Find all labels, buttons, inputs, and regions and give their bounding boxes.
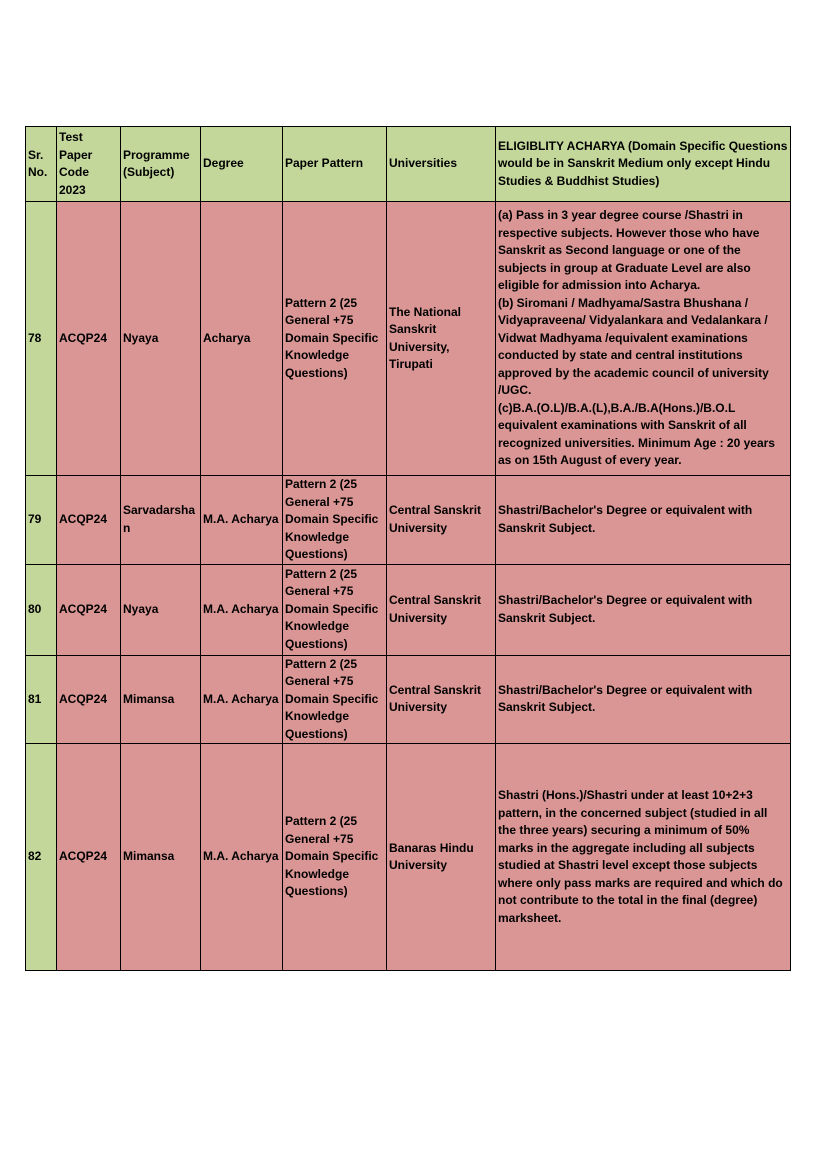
eligibility-table — [25, 126, 791, 971]
header-row — [26, 127, 791, 202]
eligibility-cell: Shastri/Bachelor's Degree or equivalent with Sanskrit Subject. — [496, 476, 791, 565]
header-programme: Programme (Subject) — [121, 127, 201, 202]
programme-cell: Nyaya — [121, 202, 201, 476]
eligibility-cell: (a) Pass in 3 year degree course /Shastri in respective subjects. However those who have Sanskrit as Second language or one of the subjects in group at Graduate Level are also eligible for admission into Acharya. (b) Siromani / Madhyama/Sastra Bhushana / Vidyapraveena/ Vidyalankara and Vedalankara / Vidwat Madhyama /equivalent examinations conducted by state and central institutions approved by the academic council of university /UGC. (c)B.A.(O.L)/B.A.(L),B.A./B.A(Hons.)/B.O.L equivalent examinations with Sanskrit of all recognized universities. Minimum Age : 20 years as on 15th August of every year. — [496, 202, 791, 476]
header-eligibility: ELIGIBLITY ACHARYA (Domain Specific Questions would be in Sanskrit Medium only except Hindu Studies & Buddhist Studies) — [496, 127, 791, 202]
programme-cell: Mimansa — [121, 655, 201, 744]
sr-no-cell: 79 — [26, 476, 57, 565]
table-row — [26, 202, 791, 476]
pattern-cell: Pattern 2 (25 General +75 Domain Specific Knowledge Questions) — [283, 744, 387, 971]
sr-no-cell: 78 — [26, 202, 57, 476]
degree-cell: M.A. Acharya — [201, 655, 283, 744]
code-cell: ACQP24 — [57, 744, 121, 971]
code-cell: ACQP24 — [57, 564, 121, 655]
programme-cell: Nyaya — [121, 564, 201, 655]
code-cell: ACQP24 — [57, 655, 121, 744]
sr-no-cell: 80 — [26, 564, 57, 655]
sr-no-cell: 82 — [26, 744, 57, 971]
university-cell: Central Sanskrit University — [387, 655, 496, 744]
pattern-cell: Pattern 2 (25 General +75 Domain Specific Knowledge Questions) — [283, 655, 387, 744]
degree-cell: M.A. Acharya — [201, 744, 283, 971]
university-cell: Central Sanskrit University — [387, 476, 496, 565]
code-cell: ACQP24 — [57, 202, 121, 476]
eligibility-cell: Shastri/Bachelor's Degree or equivalent with Sanskrit Subject. — [496, 655, 791, 744]
university-cell: Central Sanskrit University — [387, 564, 496, 655]
university-cell: Banaras Hindu University — [387, 744, 496, 971]
pattern-cell: Pattern 2 (25 General +75 Domain Specific Knowledge Questions) — [283, 564, 387, 655]
header-degree: Degree — [201, 127, 283, 202]
sr-no-cell: 81 — [26, 655, 57, 744]
degree-cell: M.A. Acharya — [201, 476, 283, 565]
eligibility-cell: Shastri/Bachelor's Degree or equivalent with Sanskrit Subject. — [496, 564, 791, 655]
header-test-paper-code: Test Paper Code 2023 — [57, 127, 121, 202]
code-cell: ACQP24 — [57, 476, 121, 565]
table-row — [26, 564, 791, 655]
pattern-cell: Pattern 2 (25 General +75 Domain Specific Knowledge Questions) — [283, 476, 387, 565]
pattern-cell: Pattern 2 (25 General +75 Domain Specific Knowledge Questions) — [283, 202, 387, 476]
programme-cell: Sarvadarshan — [121, 476, 201, 565]
table-row — [26, 476, 791, 565]
university-cell: The National Sanskrit University, Tirupati — [387, 202, 496, 476]
degree-cell: Acharya — [201, 202, 283, 476]
table-row — [26, 744, 791, 971]
header-paper-pattern: Paper Pattern — [283, 127, 387, 202]
table-row — [26, 655, 791, 744]
programme-cell: Mimansa — [121, 744, 201, 971]
eligibility-cell: Shastri (Hons.)/Shastri under at least 10+2+3 pattern, in the concerned subject (studied in all the three years) securing a minimum of 50% marks in the aggregate including all subjects studied at Shastri level except those subjects where only pass marks are required and which do not contribute to the total in the final (degree) marksheet. — [496, 744, 791, 971]
header-sr-no: Sr. No. — [26, 127, 57, 202]
degree-cell: M.A. Acharya — [201, 564, 283, 655]
header-universities: Universities — [387, 127, 496, 202]
